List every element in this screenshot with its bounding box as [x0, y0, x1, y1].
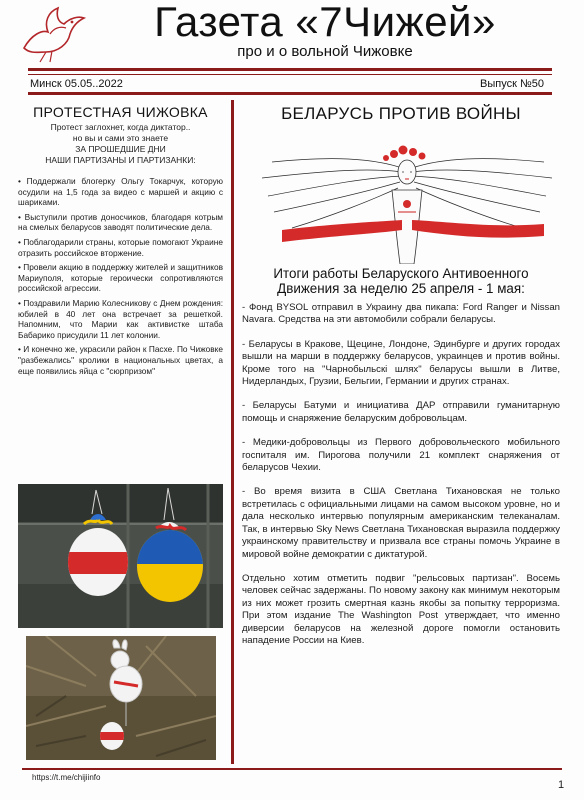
list-item: • Выступили против доносчиков, благодаря котрым на смелых беларусов заводят политические дела. — [18, 211, 223, 233]
intro-line: ЗА ПРОШЕДШИЕ ДНИ — [75, 144, 166, 154]
newspaper-subtitle: про и о вольной Чижовке — [237, 43, 413, 60]
subheading-line: Движения за неделю 25 апреля - 1 мая: — [277, 281, 525, 296]
partisan-actions-list — [18, 176, 223, 376]
page-number: 1 — [558, 779, 565, 791]
article-paragraph: - Беларусы в Кракове, Щецине, Лондоне, Эдинбурге и других городах вышли на марши в поддержку беларусов, украинцев и против войны. Кроме того на "Чарнобыльскі шлях" беларусы вышли в Литве, Нидерландых, Грузии, Бельгии, Германии и других странах. — [242, 338, 560, 388]
issue-number: Выпуск №50 — [480, 78, 544, 90]
article-body — [242, 302, 560, 659]
article-paragraph: - Фонд BYSOL отправил в Украину два пикапа: Ford Ranger и Nissan Navara. Средства на эти автомобили собрали беларусы. — [242, 302, 560, 326]
list-item: • Поблагодарили страны, которые помогают Украине отразить российское вторжение. — [18, 236, 223, 258]
issue-date: Минск 05.05..2022 — [30, 78, 123, 90]
footer-rule — [22, 768, 562, 770]
woman-illustration — [262, 138, 552, 264]
newspaper-title: Газета «7Чижей» — [154, 0, 496, 45]
intro-line: Протест заглохнет, когда диктатор.. — [50, 122, 191, 132]
left-heading: ПРОТЕСТНАЯ ЧИЖОВКА — [33, 104, 208, 120]
header-rule-bottom — [28, 92, 552, 95]
column-divider — [231, 100, 234, 764]
list-item: • И конечно же, украсили район к Пасхе. По Чижовке "разбежались" кролики в национальных цветах, а еще появились яйца с "сюрпризом" — [18, 344, 223, 376]
left-intro — [18, 122, 223, 166]
subheading-line: Итоги работы Беларуского Антивоенного — [273, 266, 529, 281]
article-paragraph: - Беларусы Батуми и инициатива ДАР отправили гуманитарную помощь и снаряжение беларуским добровольцам. — [242, 400, 560, 424]
bird-logo-icon — [18, 4, 88, 64]
bunny-photo — [26, 636, 216, 760]
left-column — [18, 104, 223, 380]
list-item: • Провели акцию в поддержку жителей и защитников Мариуполя, которые героически сопротивляются российской агрессии. — [18, 262, 223, 294]
header-rule-thin — [28, 74, 552, 75]
header-rule — [28, 68, 552, 71]
intro-line: НАШИ ПАРТИЗАНЫ И ПАРТИЗАНКИ: — [45, 155, 196, 165]
right-heading: БЕЛАРУСЬ ПРОТИВ ВОЙНЫ — [281, 104, 521, 123]
article-paragraph: Отдельно хотим отметить подвиг "рельсовых партизан". Восемь человек сейчас задержаны. По новому закону как минимум некоторым из них может грозить смертная казнь якобы за попытку терроризма. При этом издание The Washington Post утверждает, что именно диверсии беларусов на железной дороге помогли остановить нападение России на Киев. — [242, 572, 560, 646]
article-paragraph: - Во время визита в США Светлана Тихановская не только встретилась с официальными лицами на самом высоком уровне, но и дала несколько интервью популярным американским телеканалам. Так, в интервью Sky News Светлана Тихановская выразила поддержку украинскому правительству и призвала все страны помочь Украине в мировой войне демократии с диктатурой. — [242, 486, 560, 560]
list-item: • Поддержали блогерку Ольгу Токарчук, которую осудили на 1,5 года за видео с маршей и акцию с шариками. — [18, 176, 223, 208]
easter-eggs-photo — [18, 484, 223, 628]
article-paragraph: - Медики-добровольцы из Первого добровольческого мобильного госпиталя им. Пирогова получили 21 комплект снаряжения от беларусов Чехии. — [242, 437, 560, 474]
intro-line: но вы и сами это знаете — [72, 133, 169, 143]
section-subheading — [242, 266, 560, 296]
list-item: • Поздравили Марию Колесникову с Днем рождения: юбилей в 40 лет она встречает за решеткой. Напомним, что Марии как активистке штаба Бабарико присудили 11 лет колонии. — [18, 297, 223, 340]
telegram-link[interactable]: https://t.me/chijiinfo — [32, 773, 101, 782]
right-column — [242, 104, 560, 124]
